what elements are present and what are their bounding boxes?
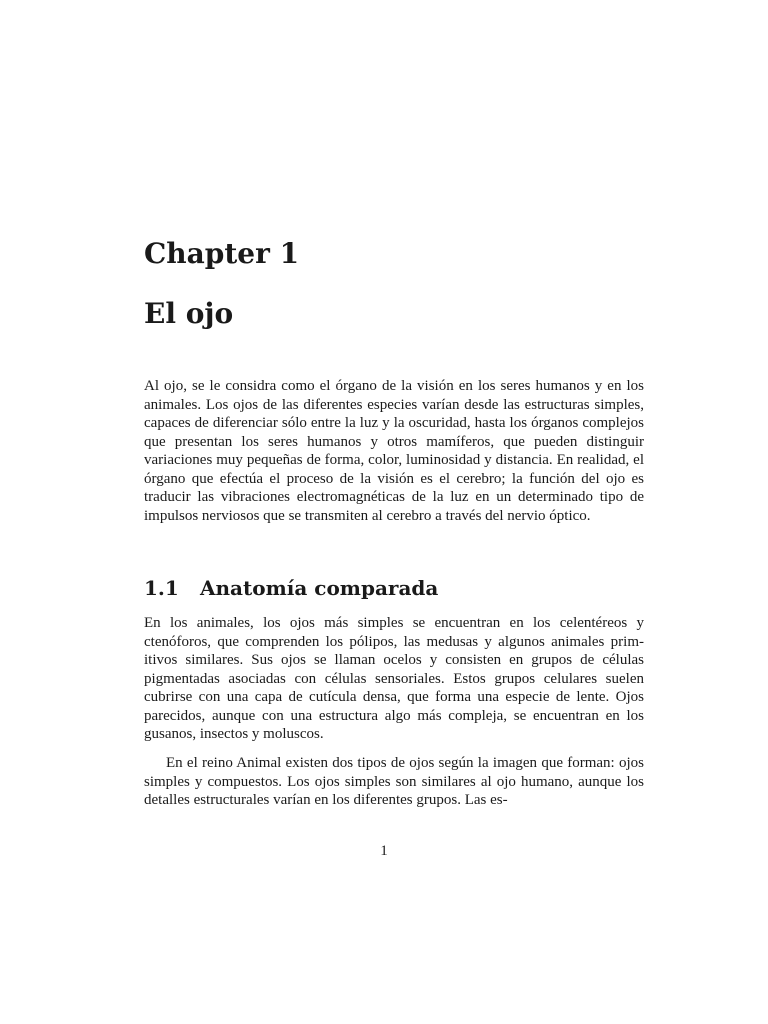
section-heading [144,574,438,602]
section-paragraph: En el reino Animal existen dos tipos de ojos según la imagen que forman: ojos simples y compuestos. Los ojos simples son similares al ojo humano, aunque los detalles estructurales varían en los diferentes grupos. Las es- [144,755,644,808]
section-title: Anatomía comparada [200,576,439,600]
intro-paragraph: Al ojo, se le considra como el órgano de la visión en los seres humanos y en los animales. Los ojos de las diferentes especies varían desde las estructuras simples, capaces de diferenciar sólo entre la luz y la oscuridad, hasta los órganos complejos que presentan los seres humanos y otros mamíferos, que pueden distinguir variaciones muy pequeñas de forma, color, luminosidad y distancia. En realidad, el órgano que efectúa el proceso de la visión es el cerebro; la función del ojo es traducir las vibraciones electromagnéticas de la luz en un determinado tipo de impulsos nerviosos que se transmiten al cerebro a través del nervio óptico. [144,378,644,524]
section-paragraph: En los animales, los ojos más simples se encuentran en los celentéreos y ctenóforos, que comprenden los pólipos, las medusas y algunos animales primitivos similares. Sus ojos se llaman ocelos y consisten en grupos de células pigmentadas asociadas con células sensoriales. Estos grupos celulares suelen cubrirse con una capa de cutícula densa, que forma una especie de lente. Ojos parecidos, aunque con una estructura algo más compleja, se encuentran en los gusanos, insectos y moluscos. [144,615,644,742]
chapter-label: Chapter 1 [144,237,300,270]
section-number: 1.1 [144,576,179,600]
chapter-title: El ojo [144,297,234,330]
page-number: 1 [380,843,388,859]
